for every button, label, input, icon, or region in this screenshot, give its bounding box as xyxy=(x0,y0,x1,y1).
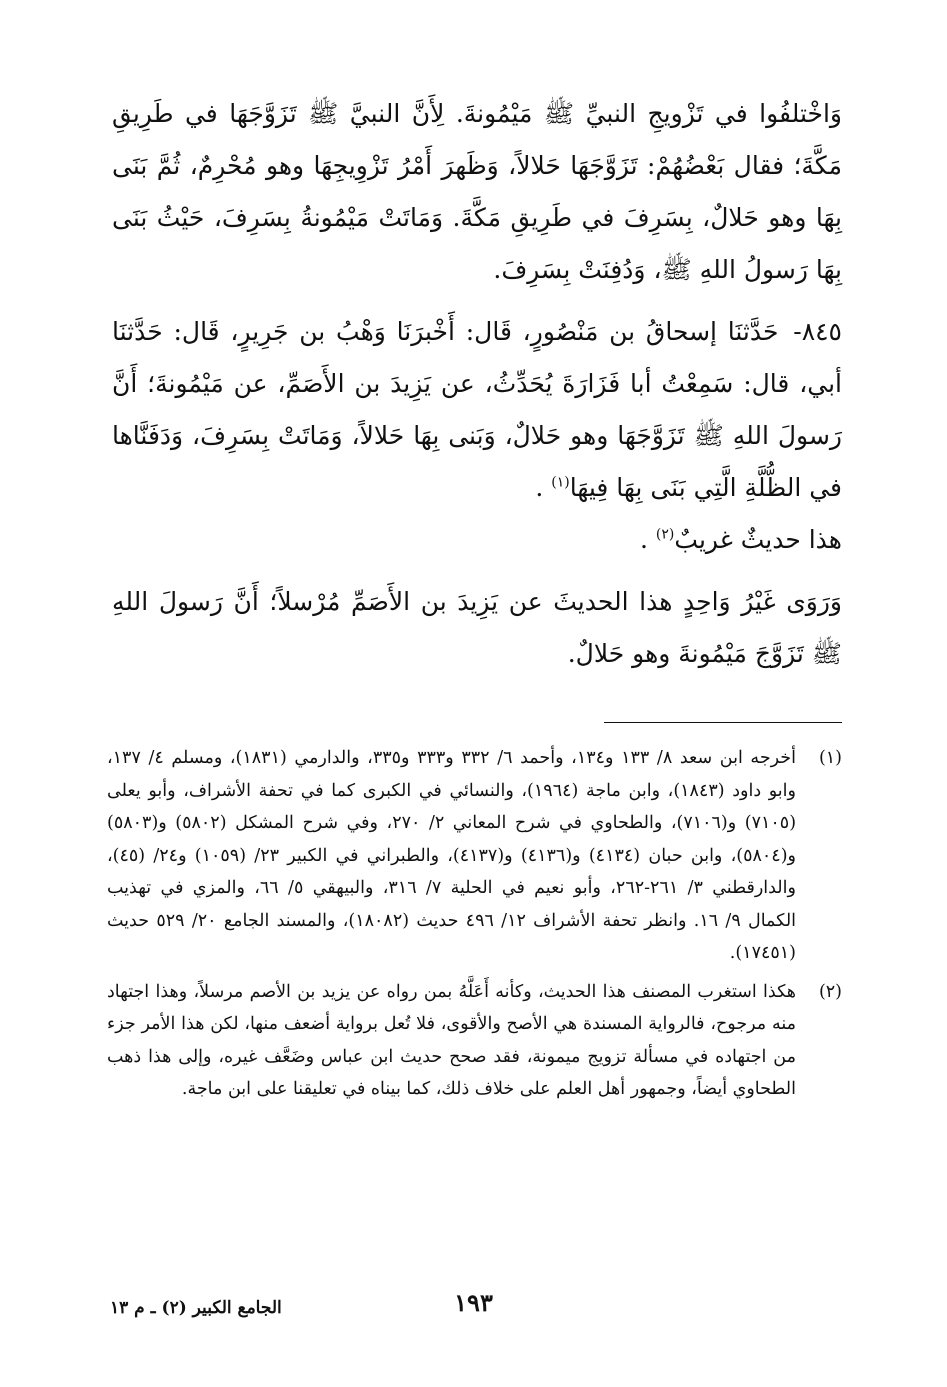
footnote-reference-1[interactable]: (١) xyxy=(551,474,570,491)
hadith-845-end: . xyxy=(535,473,552,502)
hadith-grading-text: هذا حديثٌ غريبٌ xyxy=(674,525,842,554)
footnote-1 xyxy=(107,742,842,970)
hadith-number: ٨٤٥- xyxy=(793,317,842,346)
paragraph-mursal-narration: وَرَوَى غَيْرُ وَاحِدٍ هذا الحديثَ عن يَزِيدَ بن الأَصَمِّ مُرْسلاً؛ أَنَّ رَسولَ اللهِ ﷺ تَزَوَّجَ مَيْمُونةَ وهو حَلالٌ. xyxy=(112,587,842,668)
hadith-845-text: حَدَّثنَا إسحاقُ بن مَنْصُورٍ، قَال: أَخْبرَنَا وَهْبُ بن جَرِيرٍ، قَال: حَدَّثنَا أبي، قال: سَمِعْتُ أبا فَزَارَةَ يُحَدِّثُ، عن يَزِيدَ بن الأَصَمِّ، عن مَيْمُونةَ؛ أَنَّ رَسولَ اللهِ ﷺ تَزَوَّجَهَا وهو حَلالٌ، وَبَنى بِهَا حَلالاً، وَمَاتَتْ بِسَرِفَ، وَدَفَنَّاها في الظُّلَّةِ الَّتِي بَنَى بِهَا فِيهَا xyxy=(112,317,842,502)
footnote-1-text: أخرجه ابن سعد ٨/ ١٣٣ و١٣٤، وأحمد ٦/ ٣٣٢ و٣٣٣ و٣٣٥، والدارمي (١٨٣١)، ومسلم ٤/ ١٣٧، وابو داود (١٨٤٣)، وابن ماجة (١٩٦٤)، والنسائي في الكبرى كما في تحفة الأشراف، وأبو يعلى (٧١٠٥) و(٧١٠٦)، والطحاوي في شرح المعاني ٢/ ٢٧٠، وفي شرح المشكل (٥٨٠٢) و(٥٨٠٣) و(٥٨٠٤)، وابن حبان (٤١٣٤) و(٤١٣٦) و(٤١٣٧)، والطبراني في الكبير ٢٣/ (١٠٥٩) و٢٤/ (٤٥)، والدارقطني ٣/ ٢٦١-٢٦٢، وأبو نعيم في الحلية ٧/ ٣١٦، والبيهقي ٥/ ٦٦، والمزي في تهذيب الكمال ٩/ ١٦. وانظر تحفة الأشراف ١٢/ ٤٩٦ حديث (١٨٠٨٢)، والمسند الجامع ٢٠/ ٥٢٩ حديث (١٧٤٥١). xyxy=(107,748,797,963)
footnote-2-marker: (٢) xyxy=(818,981,842,1002)
footnote-1-marker: (١) xyxy=(818,748,842,768)
footnotes xyxy=(107,742,842,1112)
footnote-2 xyxy=(107,976,842,1106)
hadith-845 xyxy=(112,306,842,514)
running-footer: الجامع الكبير (٢) ـ م ١٣ xyxy=(110,1298,282,1318)
footnote-reference-2[interactable]: (٢) xyxy=(655,526,675,543)
footnote-2-text: هكذا استغرب المصنف هذا الحديث، وكأنه أَعَلَّهُ بمن رواه عن يزيد بن الأصم مرسلاً، وهذا اجتهاد منه مرجوح، فالرواية المسندة هي الأصح والأقوى، فلا تُعل برواية أضعف منها، لكن هذا الأمر جزء من اجتهاده في مسألة تزويج ميمونة، فقد صحح حديث ابن عباس وضَعَّف غيره، وإلى هذا ذهب الطحاوي أيضاً، وجمهور أهل العلم على خلاف ذلك، كما بيناه في تعليقنا على ابن ماجة. xyxy=(107,981,796,1099)
main-text xyxy=(112,88,842,680)
paragraph-marriage-dispute: وَاخْتلفُوا في تَزْويجِ النبيِّ ﷺ مَيْمُونةَ. لِأَنَّ النبيَّ ﷺ تَزَوَّجَهَا في طَرِيقِ مَكَّةَ؛ فقال بَعْضُهُمْ: تَزَوَّجَهَا حَلالاً، وَظَهرَ أَمْرُ تَزْوِيجِهَا وهو مُحْرِمٌ، ثُمَّ بَنَى بِهَا وهو حَلالٌ، بِسَرِفَ في طَرِيقِ مَكَّةَ. وَمَاتَتْ مَيْمُونةُ بِسَرِفَ، حَيْثُ بَنَى بِهَا رَسولُ اللهِ ﷺ، وَدُفِنَتْ بِسَرِفَ. xyxy=(112,99,842,284)
hadith-grading-end: . xyxy=(640,525,656,554)
footnote-separator xyxy=(604,722,842,723)
page-number: ١٩٣ xyxy=(454,1288,493,1317)
hadith-grading xyxy=(112,514,842,566)
